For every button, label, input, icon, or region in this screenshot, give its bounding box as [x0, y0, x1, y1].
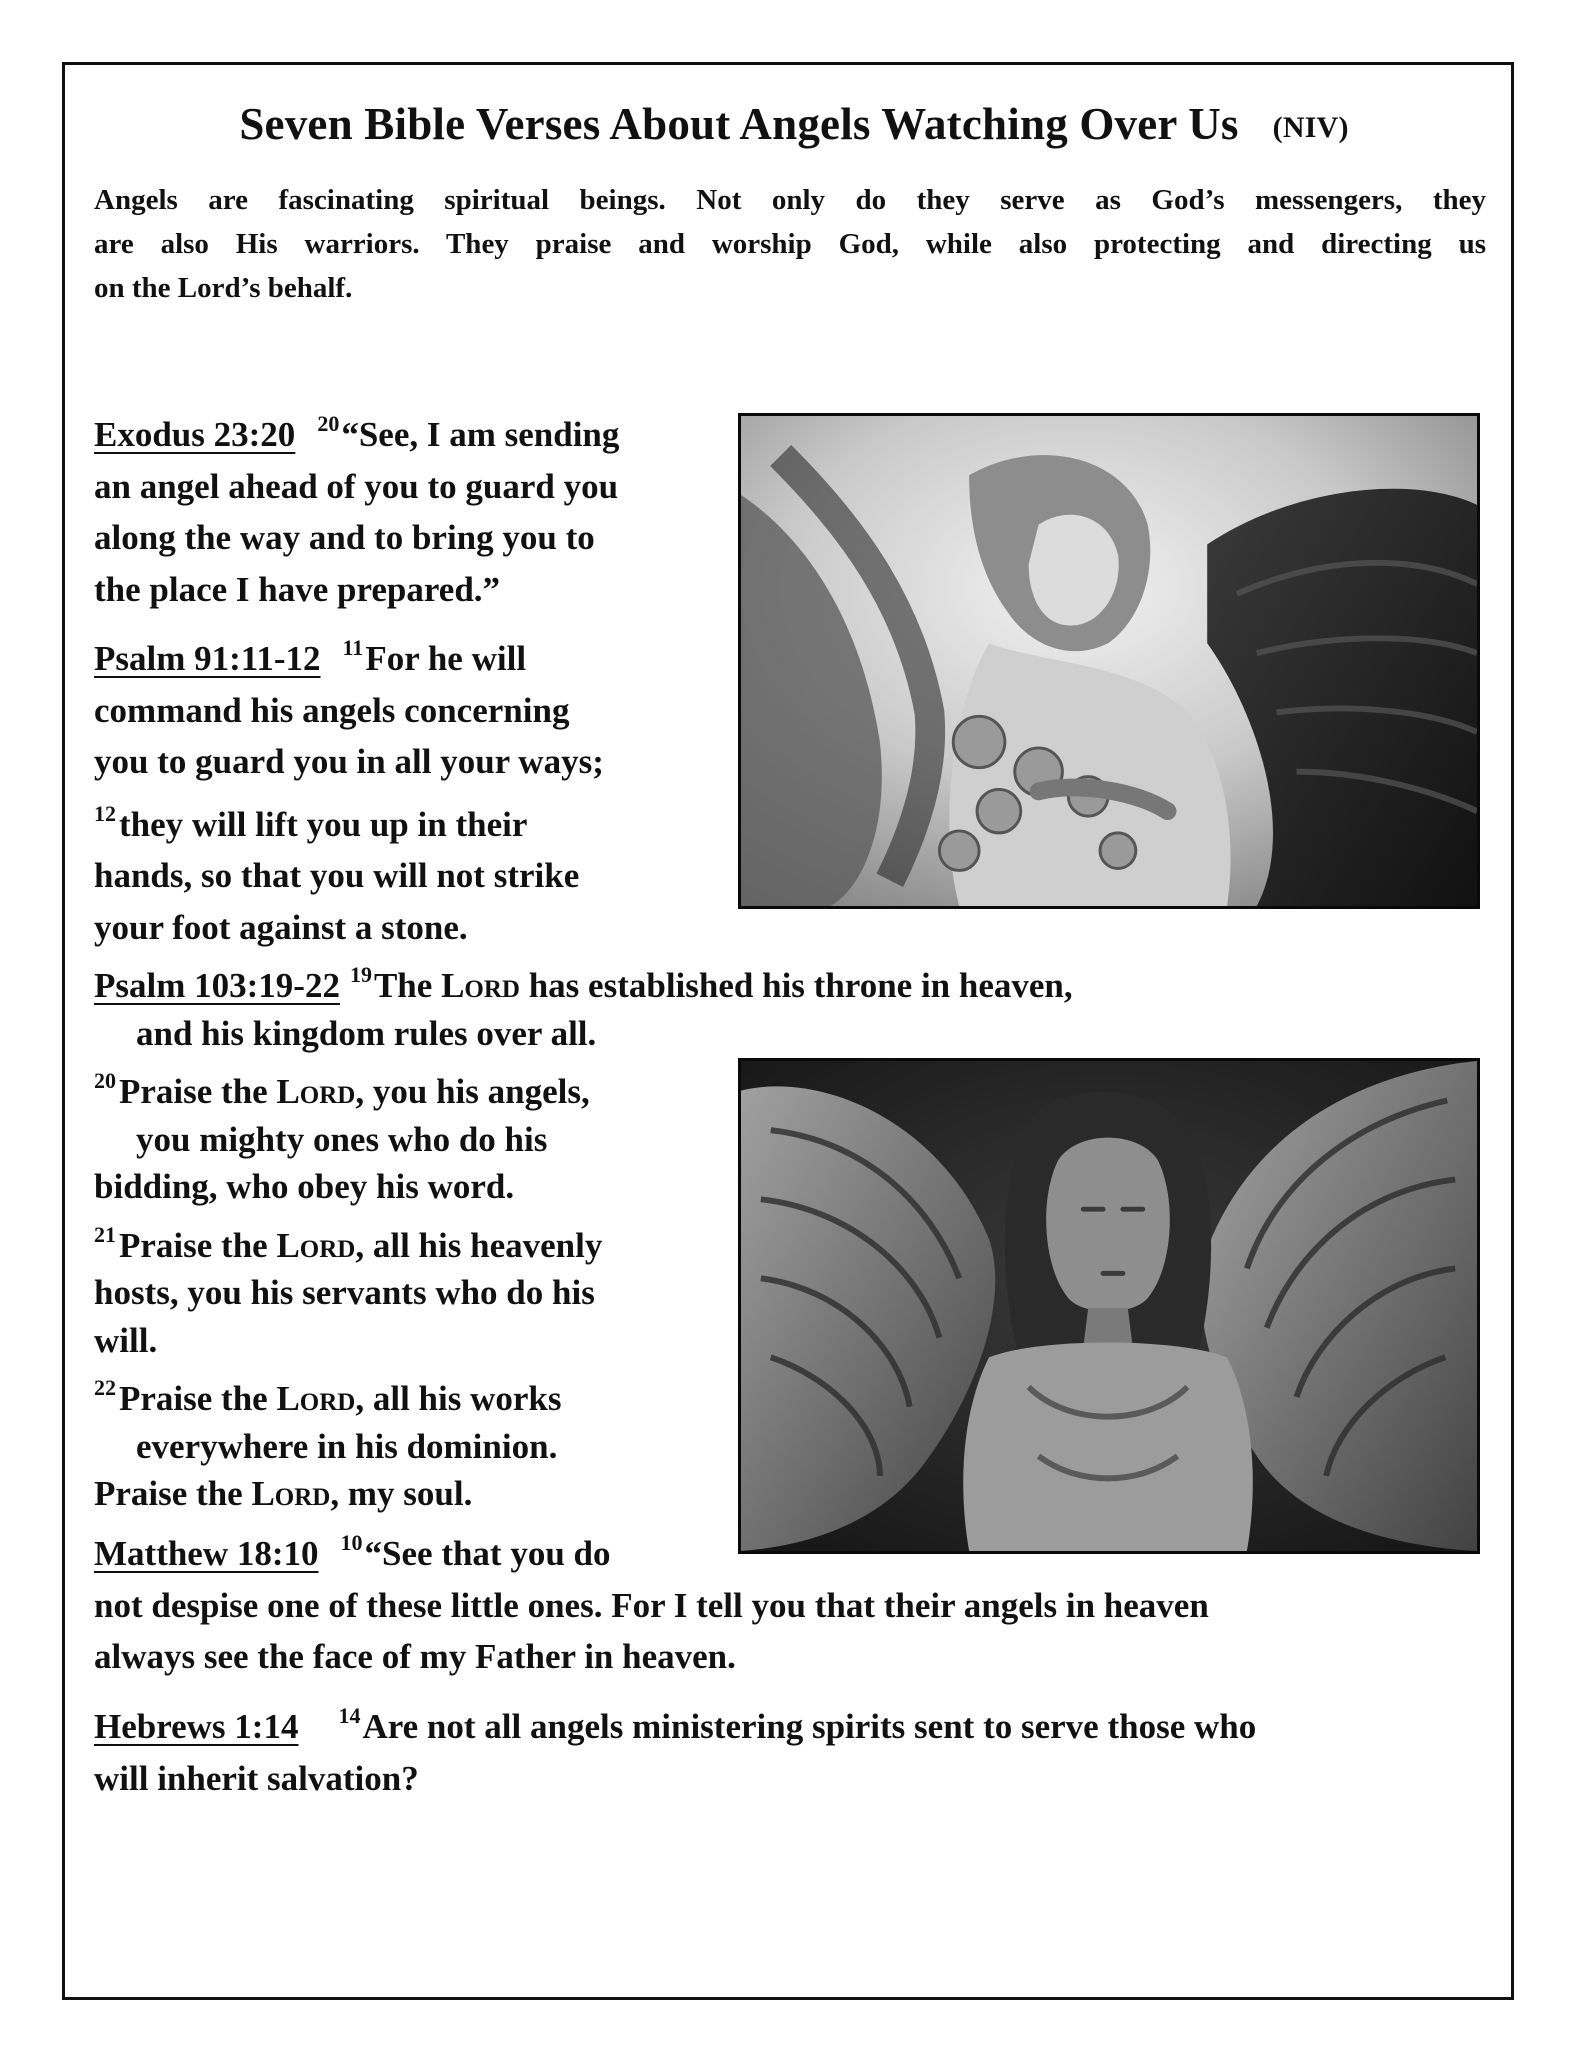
verse-number: 14: [338, 1703, 361, 1728]
verse-number: 21: [94, 1221, 116, 1247]
verse-hebrews: [94, 1690, 1256, 1804]
verse-text: Are not all angels ministering spirits sent to serve those who: [362, 1707, 1257, 1746]
verse-text: , my soul.: [330, 1474, 473, 1513]
intro-paragraph: [94, 178, 1494, 310]
verse-number: 11: [342, 635, 364, 660]
verse-text: will inherit salvation?: [94, 1758, 419, 1798]
verse-text: an angel ahead of you to guard you: [94, 466, 619, 506]
verse-exodus: [94, 398, 619, 615]
verse-text: they will lift you up in their: [119, 804, 528, 844]
verse-text: everywhere in his dominion.: [136, 1426, 558, 1466]
verse-number: 19: [349, 962, 372, 987]
verse-text: your foot against a stone.: [94, 907, 468, 947]
verse-number: 10: [340, 1530, 363, 1555]
verse-number: 20: [317, 411, 340, 436]
verse-text: not despise one of these little ones. For I tell you that their angels in heaven: [94, 1585, 1209, 1625]
intro-line: are also His warriors. They praise and worship God, while also protecting and directing us: [94, 228, 1486, 260]
verse-text: will.: [94, 1320, 158, 1360]
verse-text: Praise the: [119, 1225, 268, 1265]
verse-text: you mighty ones who do his: [136, 1119, 548, 1159]
lord-small-caps: Lord: [276, 1379, 356, 1418]
verse-text: command his angels concerning: [94, 690, 570, 730]
verse-text: , all his heavenly: [355, 1225, 603, 1265]
page-title: [0, 94, 1588, 158]
verse-reference: Hebrews 1:14: [94, 1707, 299, 1746]
lord-small-caps: Lord: [251, 1474, 331, 1513]
verse-text: bidding, who obey his word.: [94, 1167, 515, 1206]
angel-statue-image: [738, 1058, 1480, 1554]
verse-text: For he will: [365, 639, 527, 678]
verse-text: you to guard you in all your ways;: [94, 742, 604, 781]
verse-text: “See, I am sending: [341, 415, 620, 454]
verse-text: Praise the: [119, 1072, 268, 1111]
verse-text: The: [373, 966, 433, 1005]
verse-text: hands, so that you will not strike: [94, 856, 580, 895]
verse-text: along the way and to bring you to: [94, 518, 595, 557]
verse-text: Praise the: [119, 1379, 268, 1418]
verse-text: has established his throne in heaven,: [528, 966, 1073, 1005]
intro-line: Angels are fascinating spiritual beings. Not only do they serve as God’s messengers, they: [94, 184, 1486, 216]
verse-text: , all his works: [355, 1379, 562, 1418]
verse-number: 20: [94, 1068, 116, 1093]
verse-text: and his kingdom rules over all.: [136, 1013, 597, 1053]
lord-small-caps: Lord: [276, 1225, 356, 1265]
verse-reference: Matthew 18:10: [94, 1534, 319, 1573]
verse-text: hosts, you his servants who do his: [94, 1273, 595, 1312]
intro-line: on the Lord’s behalf.: [94, 272, 353, 304]
verse-reference: Psalm 91:11-12: [94, 639, 321, 678]
lord-small-caps: Lord: [276, 1072, 356, 1111]
title-text: Seven Bible Verses About Angels Watching Over Us: [239, 99, 1239, 149]
verse-text: , you his angels,: [355, 1072, 590, 1111]
lord-small-caps: Lord: [441, 966, 520, 1005]
verse-text: “See that you do: [364, 1534, 611, 1573]
verse-psalm-91: [94, 622, 604, 953]
angel-with-roses-image: [738, 413, 1480, 909]
verse-text: the place I have prepared.”: [94, 569, 501, 609]
verse-reference: Exodus 23:20: [94, 415, 296, 454]
verse-number: 12: [94, 800, 116, 826]
verse-text: Praise the: [94, 1474, 243, 1513]
verse-number: 22: [94, 1375, 116, 1400]
verse-text: always see the face of my Father in heaven.: [94, 1637, 736, 1676]
verse-reference: Psalm 103:19-22: [94, 966, 340, 1005]
bible-version: (NIV): [1272, 111, 1349, 144]
